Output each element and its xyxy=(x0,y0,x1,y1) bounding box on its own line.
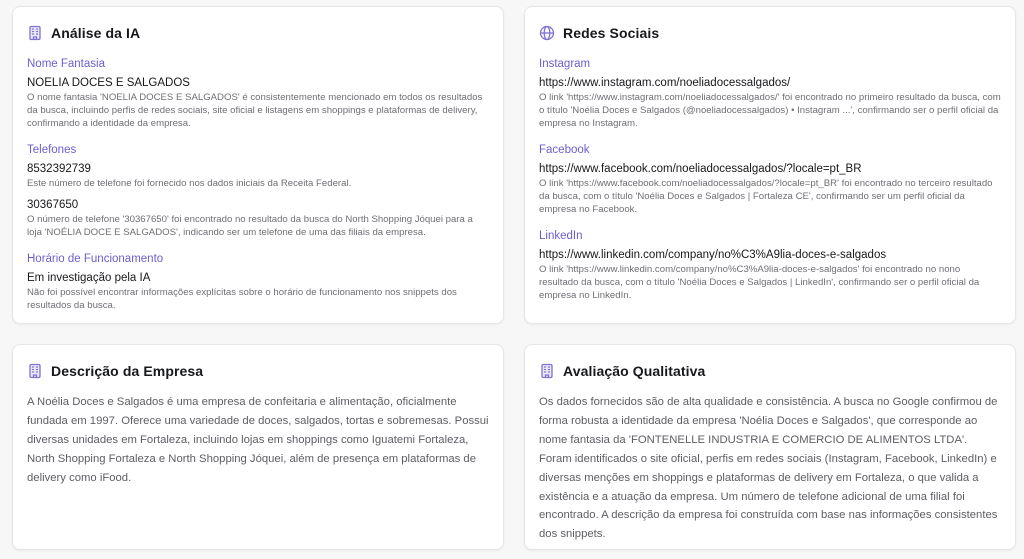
card-title: Descrição da Empresa xyxy=(51,363,204,379)
card-title: Análise da IA xyxy=(51,25,141,41)
instagram-link[interactable]: https://www.instagram.com/noeliadocessalgados/ xyxy=(539,77,791,89)
section-label-telefones: Telefones xyxy=(27,144,77,156)
facebook-note: O link 'https://www.facebook.com/noeliadocessalgados/?locale=pt_BR' foi encontrado no terceiro resultado da busca, com o título 'Noélia Doces e Salgados | Fortaleza CE', confirmando ser um perfil oficial da empresa no Facebook. xyxy=(539,178,993,215)
horario-note: Não foi possível encontrar informações explícitas sobre o horário de funcionamento nos snippets dos resultados da busca. xyxy=(27,287,457,311)
nome-fantasia-note: O nome fantasia 'NOELIA DOCES E SALGADOS' é consistentemente mencionado em todos os resultados da busca, incluindo perfis de redes sociais, site oficial e listagens em shoppings e plataformas de delivery, confirmando a identidade da empresa. xyxy=(27,92,483,129)
globe-icon xyxy=(539,25,555,41)
card-title: Avaliação Qualitativa xyxy=(563,363,706,379)
building-icon xyxy=(539,363,555,379)
section-label-linkedin: LinkedIn xyxy=(539,230,583,242)
social-networks-card xyxy=(524,6,1016,324)
building-icon xyxy=(27,25,43,41)
company-description-card xyxy=(12,344,504,550)
phone-note: O número de telefone '30367650' foi encontrado no resultado da busca do North Shopping Jóquei para a loja 'NOÉLIA DOCE E SALGADOS', indicando ser um telefone de uma das filiais da empresa. xyxy=(27,214,473,238)
section-label-facebook: Facebook xyxy=(539,144,590,156)
qualitative-evaluation-text: Os dados fornecidos são de alta qualidade e consistência. A busca no Google confirmou de forma robusta a identidade da empresa 'Noélia Doces e Salgados', que corresponde ao nome fantasia da 'FONTENELLE INDUSTRIA E COMERCIO DE ALIMENTOS LTDA'. Foram identificados o site oficial, perfis em redes sociais (Instagram, Facebook, LinkedIn) e diversas menções em shoppings e plataformas de delivery em Fortaleza, o que valida a existência e a atuação da empresa. Um número de telefone adicional de uma filial foi encontrado. A descrição da empresa foi construída com base nas informações consistentes dos snippets. xyxy=(539,396,998,541)
qualitative-evaluation-card xyxy=(524,344,1016,550)
phone-value: 8532392739 xyxy=(27,163,91,175)
section-label-horario: Horário de Funcionamento xyxy=(27,253,164,265)
card-header xyxy=(539,23,1001,43)
company-description-text: A Noélia Doces e Salgados é uma empresa de confeitaria e alimentação, oficialmente fundada em 1997. Oferece uma variedade de doces, salgados, tortas e sobremesas. Possui diversas unidades em Fortaleza, incluindo lojas em shoppings como Iguatemi Fortaleza, North Shopping Fortaleza e North Shopping Jóquei, além de presença em plataformas de delivery como iFood. xyxy=(27,396,489,484)
linkedin-note: O link 'https://www.linkedin.com/company/no%C3%A9lia-doces-e-salgados' foi encontrado no nono resultado da busca, com o título 'Noélia Doces e Salgados | LinkedIn', confirmando ser o perfil oficial da empresa no LinkedIn. xyxy=(539,264,980,301)
card-title: Redes Sociais xyxy=(563,25,660,41)
card-header xyxy=(27,361,489,381)
card-header xyxy=(539,361,1001,381)
section-label-instagram: Instagram xyxy=(539,58,591,70)
instagram-note: O link 'https://www.instagram.com/noeliadocessalgados/' foi encontrado no primeiro resultado da busca, com o título 'Noélia Doces e Salgados (@noeliadocessalgados) • Instagram ...', confirmando ser o perfil oficial da empresa no Instagram. xyxy=(539,92,1001,129)
phone-value: 30367650 xyxy=(27,199,79,211)
building-icon xyxy=(27,363,43,379)
section-label-nome-fantasia: Nome Fantasia xyxy=(27,58,105,70)
card-header xyxy=(27,23,489,43)
facebook-link[interactable]: https://www.facebook.com/noeliadocessalgados/?locale=pt_BR xyxy=(539,163,862,175)
linkedin-link[interactable]: https://www.linkedin.com/company/no%C3%A9lia-doces-e-salgados xyxy=(539,249,887,261)
horario-value: Em investigação pela IA xyxy=(27,272,151,284)
phone-note: Este número de telefone foi fornecido nos dados iniciais da Receita Federal. xyxy=(27,178,352,189)
ai-analysis-card xyxy=(12,6,504,324)
nome-fantasia-value: NOELIA DOCES E SALGADOS xyxy=(27,77,190,89)
